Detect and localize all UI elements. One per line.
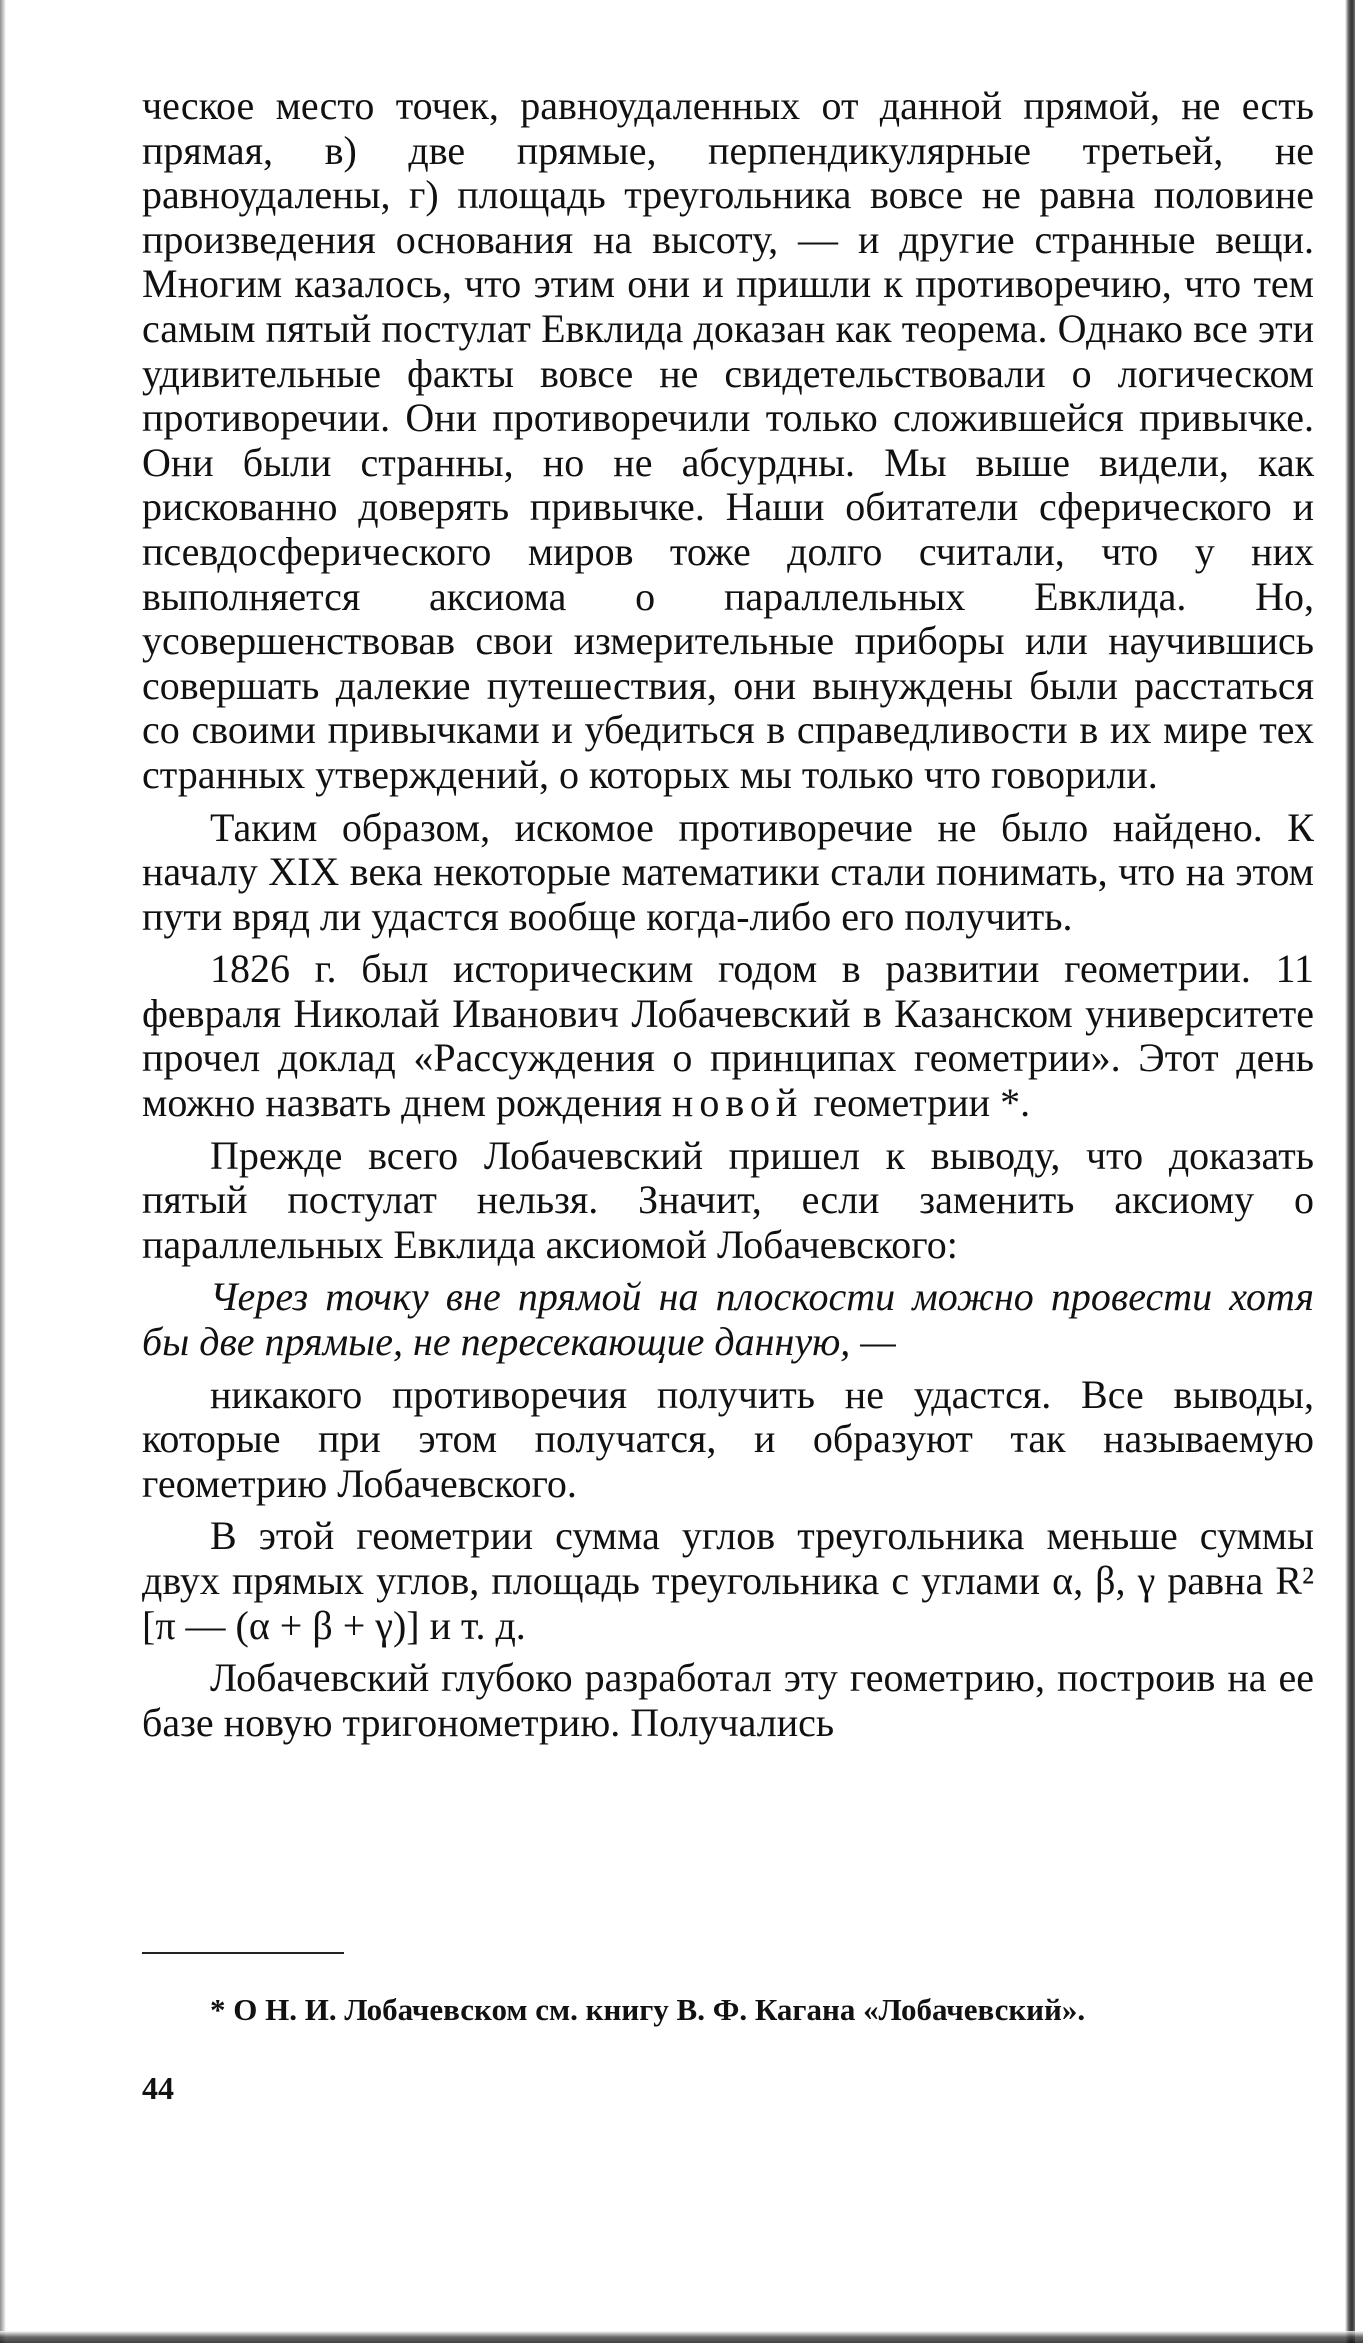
scan-edge-left (0, 0, 6, 2343)
spaced-word-new: новой (671, 1080, 804, 1126)
footnote: * О Н. И. Лобачевском см. книгу В. Ф. Кагана «Лобачевский». (210, 1992, 1086, 2027)
body-text (142, 84, 1314, 1753)
lobachevsky-axiom: Через точку вне прямой на плоскости можно провести хотя бы две прямые, не пересекающие данную, — (142, 1274, 1314, 1365)
page-number: 44 (142, 2070, 174, 2106)
paragraph-angle-sum: В этой геометрии сумма углов треугольника меньше суммы двух прямых углов, площадь треугольника с углами α, β, γ равна R² [π — (α + β + γ)] и т. д. (142, 1513, 1314, 1648)
paragraph-1826 (142, 947, 1314, 1125)
paragraph-fifth-postulate: Прежде всего Лобачевский пришел к выводу, что доказать пятый постулат нельзя. Значит, если заменить аксиому о параллельных Евклида аксиомой Лобачевского: (142, 1132, 1314, 1267)
scan-edge-right (1345, 0, 1355, 2343)
paragraph-continuation: ческое место точек, равноудаленных от данной прямой, не есть прямая, в) две прямые, перпендикулярные третьей, не равноудалены, г) площадь треугольника вовсе не равна половине произведения основания на высоту, — и другие странные вещи. Многим казалось, что этим они и пришли к противоречию, что тем самым пятый постулат Евклида доказан как теорема. Однако все эти удивительные факты вовсе не свидетельствовали о логическом противоречии. Они противоречили только сложившейся привычке. Они были странны, но не абсурдны. Мы выше видели, как рискованно доверять привычке. Наши обитатели сферического и псевдосферического миров тоже долго считали, что у них выполняется аксиома о параллельных Евклида. Но, усовершенствовав свои измерительные приборы или научившись совершать далекие путешествия, они вынуждены были расстаться со своими привычками и убедиться в справедливости в их мире тех странных утверждений, о которых мы только что говорили. (142, 83, 1314, 797)
paragraph-1826-end: геометрии *. (803, 1080, 1031, 1126)
paragraph-trigonometry: Лобачевский глубоко разработал эту геометрию, построив на ее базе новую тригонометрию. Получались (142, 1655, 1314, 1745)
paragraph-1826-text: 1826 г. был историческим годом в развитии геометрии. 11 февраля Николай Иванович Лобачевский в Казанском университете прочел доклад «Рассуждения о принципах геометрии». Этот день можно назвать днем рождения (142, 946, 1314, 1126)
scan-edge-bottom (0, 2331, 1363, 2343)
paragraph-no-contradiction: никакого противоречия получить не удастся. Все выводы, которые при этом получатся, и образуют так называемую геометрию Лобачевского. (142, 1371, 1314, 1506)
footnote-divider (142, 1952, 344, 1954)
paragraph-contradiction-not-found: Таким образом, искомое противоречие не было найдено. К началу XIX века некоторые математики стали понимать, что на этом пути вряд ли удастся вообще когда-либо его получить. (142, 804, 1314, 939)
